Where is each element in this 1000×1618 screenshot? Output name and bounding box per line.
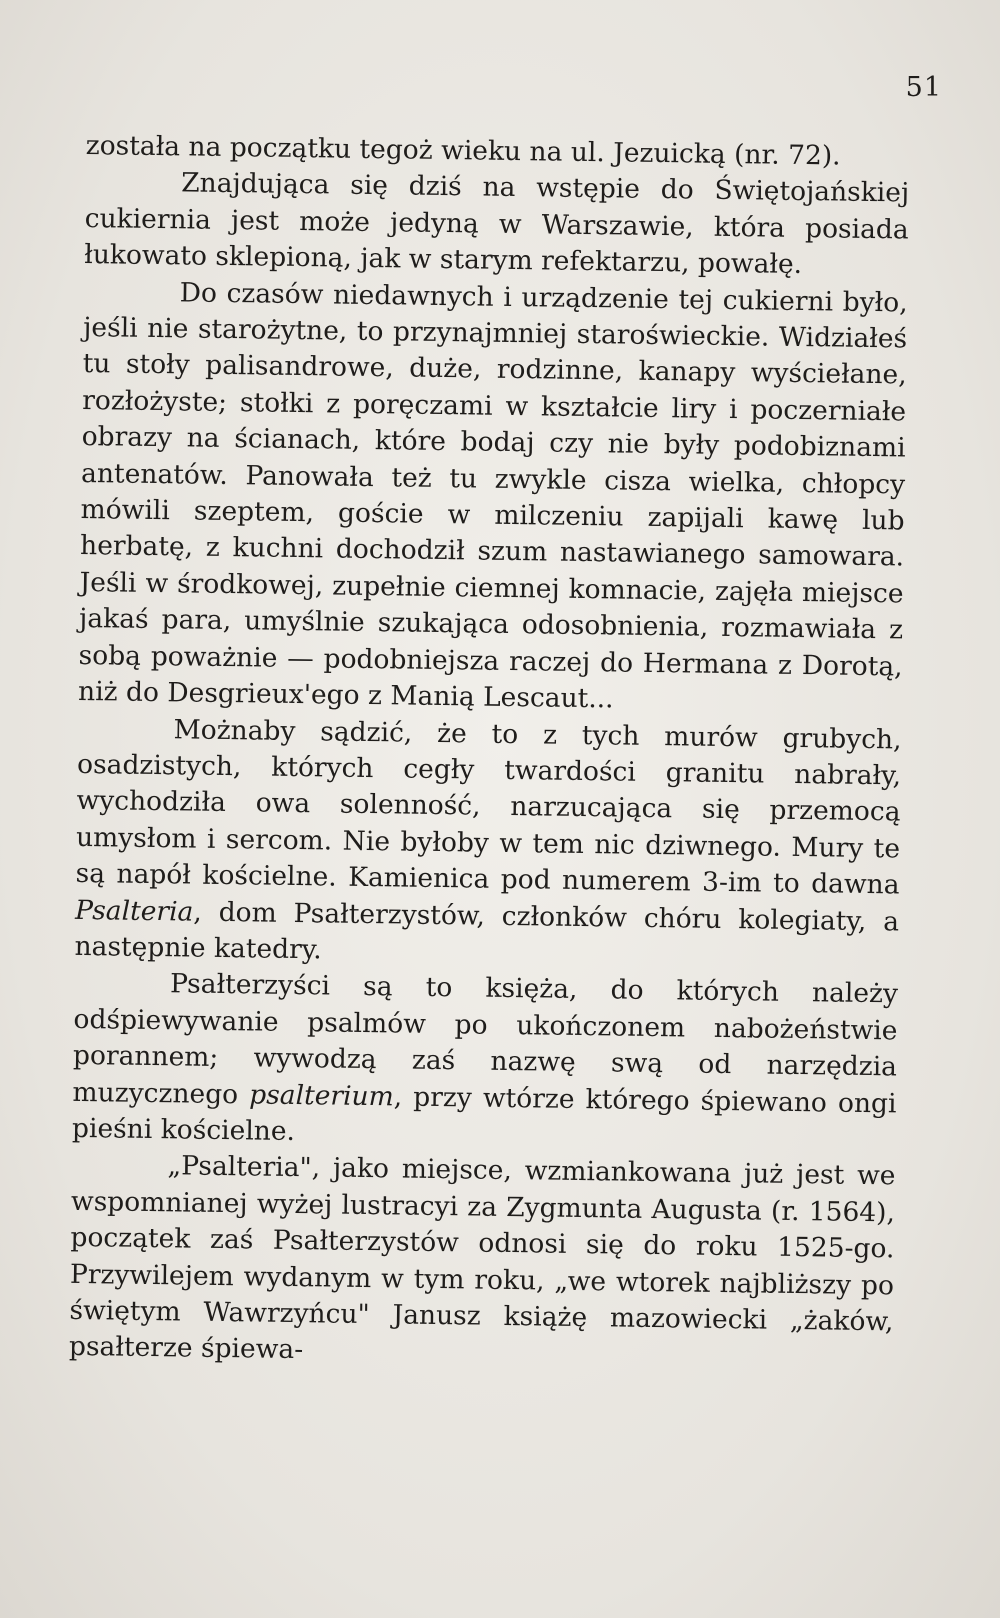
text-run: Znajdująca się dziś na wstępie do Świętojańskiej cukiernia jest może jedyną w Warszawie, która posiada łukowato sklepioną, jak w starym refektarzu, powałę. [84,167,910,281]
text-run: Do czasów niedawnych i urządzenie tej cukierni było, jeśli nie starożytne, to przynajmniej staroświeckie. Widziałeś tu stoły palisandrowe, duże, rodzinne, kanapy wyściełane, rozłożyste; stołki z poręczami w kształcie liry i poczerniałe obrazy na ścianach, które bodaj czy nie były podobiznami antenatów. Panowała też tu zwykle cisza wielka, chłopcy mówili szeptem, goście w milczeniu zapijali kawę lub herbatę, z kuchni dochodził szum nastawianego samowara. Jeśli w środkowej, zupełnie ciemnej komnacie, zajęła miejsce jakaś para, umyślnie szukająca odosobnienia, rozmawiała z sobą poważnie — podobniejsza raczej do Hermana z Dorotą, niż do Desgrieux'ego z Manią Lescaut... [77,276,908,715]
text-run: , dom Psałterzystów, członków chóru kolegiaty, a następnie katedry. [74,896,900,966]
italic-term: Psalteria [74,894,194,928]
page-number: 51 [905,72,942,103]
paragraph [78,274,908,722]
paragraph [84,164,909,285]
text-run: „Psalteria", jako miejsce, wzmiankowana już jest we wspomnianej wyżej lustracyi za Zygmunta Augusta (r. 1564), początek zaś Psałterzystów odnosi się do roku 1525-go. Przywilejem wydanym w tym roku, „we wtorek najbliższy po świętym Wawrzyńcu" Janusz książę mazowiecki „żaków, psałterze śpiewa- [68,1150,896,1366]
paragraph [72,965,898,1159]
body-text [69,128,910,1377]
italic-term: psalterium [249,1078,394,1112]
text-run: , przy wtórze którego śpiewano ongi pieśni kościelne. [71,1080,897,1147]
paragraph [69,1147,896,1377]
paragraph [74,710,901,976]
text-run: Psałterzyści są to księża, do których należy odśpiewywanie psalmów po ukończonem nabożeństwie porannem; wywodzą zaś nazwę swą od narzędzia muzycznego [72,968,899,1110]
text-run: została na początku tegoż wieku na ul. Jezuicką (nr. 72). [85,129,841,172]
text-run: Możnaby sądzić, że to z tych murów grubych, osadzistych, których cegły twardości granitu nabrały, wychodziła owa solenność, narzucająca się przemocą umysłom i sercom. Nie byłoby w tem nic dziwnego. Mury te są napół kościelne. Kamienica pod numerem 3-im to dawna [75,713,902,901]
